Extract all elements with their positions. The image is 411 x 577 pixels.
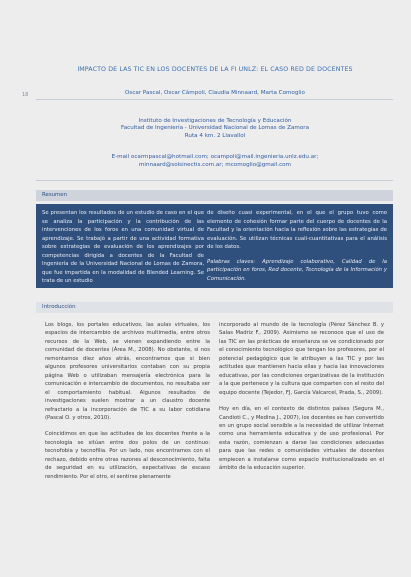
affiliation bbox=[60, 118, 370, 140]
intro-right-paragraph-1: incorporado al mundo de la tecnología (Pérez Sánchez B. y Salas Madriz F., 2009). Asimismo se reconoce que el uso de las TIC en las prácticas de enseñanza se ve condicionado por el conocimiento tecnológico que tengan los profesores, por el potencial pedagógico que le atribuyen a las TIC y por las actitudes que mantienen hacia ellas y hacia las innovaciones educativas, por las condiciones organizativas de la institución a la que pertenece y la cultura que comparten con el resto del equipo docente (Tejedor, FJ, García Valcarcel, Prada, S., 2009). bbox=[219, 322, 384, 396]
affiliation-address: Ruta 4 km. 2 Llavallol bbox=[184, 132, 246, 139]
introduccion-heading: Introducción bbox=[36, 302, 393, 313]
page-number: 18 bbox=[22, 92, 29, 98]
email-line-2: minnaard@solsinectis.com.ar; mcomoglio@gmail.com bbox=[138, 162, 292, 168]
intro-right-column bbox=[219, 321, 384, 473]
emails bbox=[50, 153, 380, 169]
header-rule bbox=[36, 99, 393, 100]
intro-right-paragraph-2: Hoy en día, en el contexto de distintos países (Segura M., Candioti C., y Medina J., 2007), los docentes se han convertido en un grupo social sensible a la necesidad de utilizar Internet como una herramienta educativa y de uso profesional. Por esta razón, comienzan a darse las condiciones adecuadas para que las redes o comunidades virtuales de docentes empiecen a instalarse como espacio institucionalizado en el ámbito de la educación superior. bbox=[219, 406, 384, 472]
intro-left-paragraph-1: Los blogs, los portales educativos, las aulas virtuales, los espacios de intercambio de archivos multimedia, entre otros recursos de la Web, se vienen expandiendo entre la comunidad de docentes (Área M., 2008). No obstante, si nos remontamos diez años atrás, encontramos que si bien algunos profesores universitarios contaban con su propia página Web o utilizaban mensajería electrónica para la comunicación e intercambio de documentos, no resultaba ser el comportamiento habitual. Algunos resultados de investigaciones suelen mostrar a un claustro docente refractario a la incorporación de TIC a su labor cotidiana (Pascal O. y otros, 2010). bbox=[45, 322, 210, 421]
affiliation-faculty: Facultad de Ingeniería - Universidad Nacional de Lomas de Zamora bbox=[120, 125, 309, 132]
keywords: Palabras claves: Aprendizaje colaborativo, Calidad de la participación en foros, Red docente, Tecnología de la Información y Comunicación. bbox=[207, 258, 387, 282]
intro-left-column bbox=[45, 321, 210, 481]
resumen-right-text: de diseño cuasi experimental, en el que el grupo tuvo como elemento de cohesión formar parte del cuerpo de docentes de la Facultad y la orientación hacia la reflexión sobre las estrategias de evaluación. Se utilizan técnicas cuali-cuantitativas para el análisis de los datos. bbox=[207, 210, 387, 251]
resumen-right-column bbox=[207, 209, 387, 283]
resumen-left-text: Se presentan los resultados de un estudio de caso en el que se analiza la participación y la contribución de las intervenciones de los foros en una comunidad virtual de aprendizaje. Se trabajó a partir de una actividad formativa sobre estrategias de evaluación de los aprendizajes por competencias dirigida a docentes de la Facultad de Ingeniería de la Universidad Nacional de Lomas de Zamora, que fue impartida en la modalidad de Blended Learning. Se trata de un estudio bbox=[42, 210, 204, 285]
intro-left-paragraph-2: Coincidimos en que las actitudes de los docentes frente a la tecnología se sitúan entre dos polos de un continuo: tecnofobia y tecnofilia. Por un lado, nos encontramos con el rechazo, debido entre otras razones al desconocimiento, falta de seguridad en su utilización, expectativas de escaso rendimiento. Por el otro, el sentirse plenamente bbox=[45, 431, 210, 480]
paper-title: IMPACTO DE LAS TIC EN LOS DOCENTES DE LA FI UNLZ: EL CASO RED DE DOCENTES bbox=[77, 66, 353, 73]
section-rule bbox=[36, 180, 393, 181]
authors: Oscar Pascal, Oscar Cámpoli, Claudia Minnaard, Marta Comoglio bbox=[125, 90, 305, 96]
email-line-1: E-mail ocarmpascal@hotmail.com; ocampoli@mail.ingenieria.unlz.edu.ar; bbox=[111, 154, 319, 160]
affiliation-institute: Instituto de Investigaciones de Tecnología y Educación bbox=[138, 118, 292, 124]
resumen-heading: Resumen bbox=[36, 190, 393, 201]
